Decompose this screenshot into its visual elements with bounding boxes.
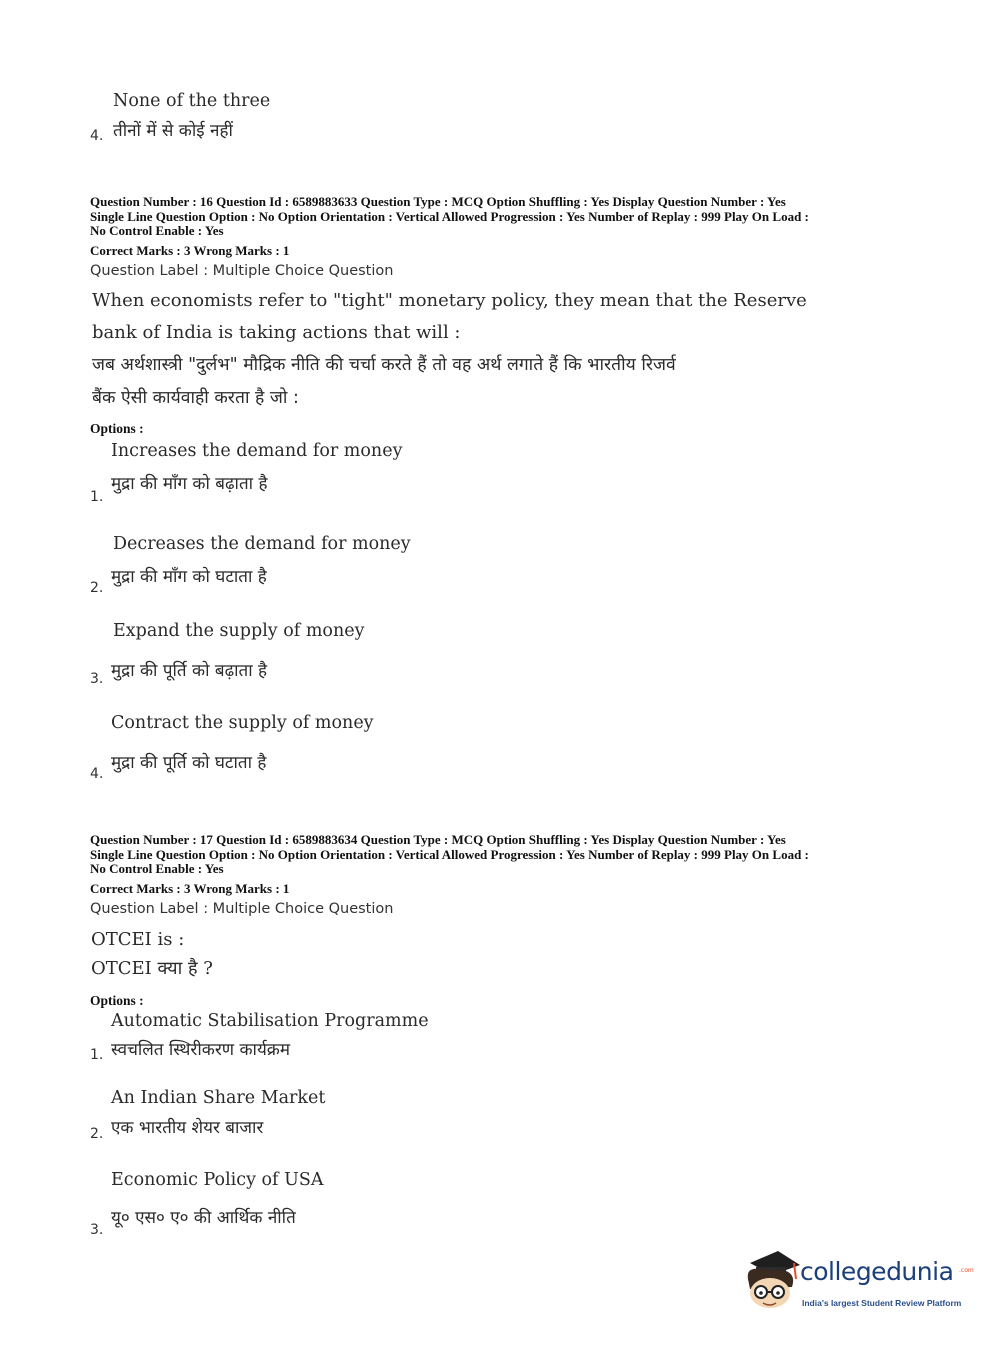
q16-options-label: Options : — [90, 421, 144, 436]
q17-option-1-hindi: स्वचलित स्थिरीकरण कार्यक्रम — [111, 1040, 291, 1060]
prev-option-4-number: 4. — [90, 128, 104, 144]
q16-meta-line-2: Single Line Question Option : No Option Orientation : Vertical Allowed Progression : Yes Number of Replay : 999 Play On Load : — [90, 208, 809, 224]
q16-option-2-number: 2. — [90, 580, 104, 596]
q17-question-label: Question Label : Multiple Choice Question — [90, 901, 394, 917]
collegedunia-logo — [742, 1247, 972, 1317]
q16-option-1-number: 1. — [90, 489, 104, 505]
q16-metadata — [90, 195, 920, 239]
q16-meta-line-1: Question Number : 16 Question Id : 6589883633 Question Type : MCQ Option Shuffling : Yes Display Question Number : Yes — [90, 194, 786, 209]
q17-text-hindi: OTCEI क्या है ? — [91, 958, 213, 979]
q16-option-4-hindi: मुद्रा की पूर्ति को घटाता है — [111, 753, 267, 773]
q17-option-1-number: 1. — [90, 1047, 104, 1063]
q16-option-2-hindi: मुद्रा की माँग को घटाता है — [111, 567, 267, 587]
logo-tagline: India's largest Student Review Platform — [802, 1298, 962, 1308]
logo-com: .com — [959, 1267, 974, 1274]
logo-wordmark: collegedunia — [800, 1257, 954, 1286]
q16-meta-line-3: No Control Enable : Yes — [90, 223, 224, 238]
q17-marks: Correct Marks : 3 Wrong Marks : 1 — [90, 881, 290, 896]
q17-meta-line-2: Single Line Question Option : No Option Orientation : Vertical Allowed Progression : Yes Number of Replay : 999 Play On Load : — [90, 846, 809, 862]
q16-option-4-english: Contract the supply of money — [111, 713, 374, 733]
q17-option-2-english: An Indian Share Market — [111, 1088, 326, 1108]
q17-meta-line-3: No Control Enable : Yes — [90, 861, 224, 876]
q17-option-3-number: 3. — [90, 1222, 104, 1238]
q17-option-2-number: 2. — [90, 1126, 104, 1142]
q17-meta-line-1: Question Number : 17 Question Id : 6589883634 Question Type : MCQ Option Shuffling : Yes Display Question Number : Yes — [90, 832, 786, 847]
q17-option-3-hindi: यू० एस० ए० की आर्थिक नीति — [111, 1208, 296, 1228]
q16-option-1-english: Increases the demand for money — [111, 441, 403, 461]
q16-question-label: Question Label : Multiple Choice Question — [90, 263, 394, 279]
prev-option-4-hindi: तीनों में से कोई नहीं — [113, 121, 233, 141]
q16-text-hindi-line-1: जब अर्थशास्त्री "दुर्लभ" मौद्रिक नीति की चर्चा करते हैं तो वह अर्थ लगाते हैं कि भारतीय रिजर्व — [92, 355, 676, 375]
prev-option-4-english: None of the three — [113, 91, 271, 111]
q16-option-2-english: Decreases the demand for money — [113, 534, 411, 554]
q16-marks: Correct Marks : 3 Wrong Marks : 1 — [90, 243, 290, 258]
q17-metadata — [90, 833, 920, 877]
q17-text-english: OTCEI is : — [91, 929, 185, 950]
q16-text-hindi-line-2: बैंक ऐसी कार्यवाही करता है जो : — [92, 388, 299, 408]
q17-option-2-hindi: एक भारतीय शेयर बाजार — [111, 1118, 264, 1138]
q16-option-3-number: 3. — [90, 671, 104, 687]
q16-text-english-line-1: When economists refer to "tight" monetary policy, they mean that the Reserve — [92, 290, 807, 311]
q16-text-english-line-2: bank of India is taking actions that will : — [92, 322, 461, 343]
q17-option-1-english: Automatic Stabilisation Programme — [111, 1011, 429, 1031]
q17-option-3-english: Economic Policy of USA — [111, 1170, 324, 1190]
mascot-icon — [742, 1249, 802, 1311]
q16-option-3-english: Expand the supply of money — [113, 621, 365, 641]
q16-option-1-hindi: मुद्रा की माँग को बढ़ाता है — [111, 474, 268, 494]
q16-option-3-hindi: मुद्रा की पूर्ति को बढ़ाता है — [111, 661, 268, 681]
q17-options-label: Options : — [90, 993, 144, 1008]
q16-option-4-number: 4. — [90, 766, 104, 782]
